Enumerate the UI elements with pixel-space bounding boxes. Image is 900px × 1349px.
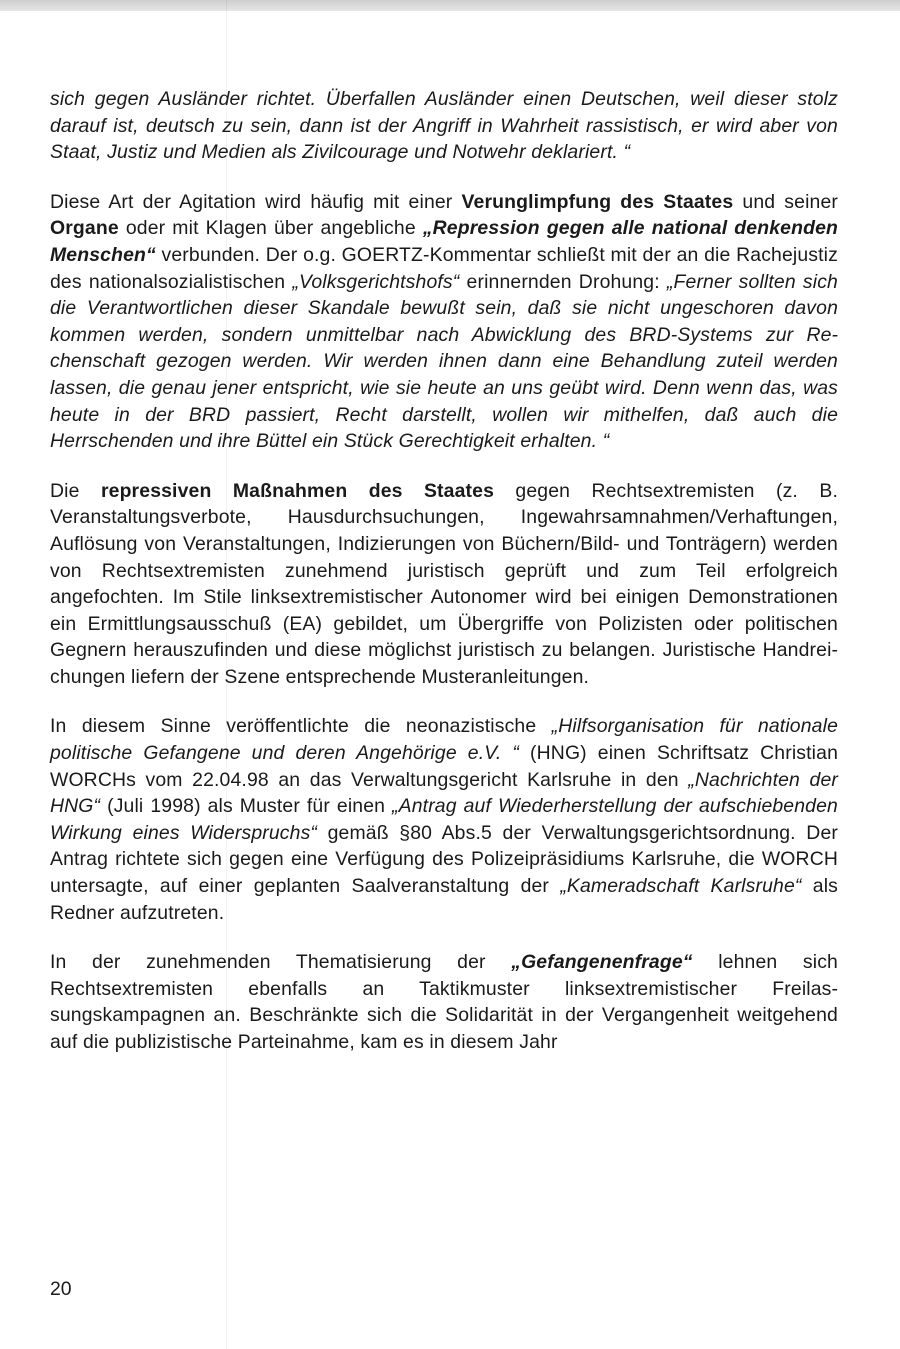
text-run: (HNG) einen Schriftsatz Christian WORCHs vom 22.04.98 an das Verwaltungsgericht Karlsruhe in den [50, 742, 839, 791]
text-run: gegen Rechtsextremisten (z. B. Veranstaltungsverbote, Hausdurchsuchungen, Ingewahrsamnahmen/Verhaftungen, Auflösung von Veranstaltungen, Indizierungen von Büchern/Bild- und Tonträgern) werden von Rechtsextremisten zunehmend juristisch geprüft und zum Teil erfolgreich angefochten. Im Stile linksextremistischer Autonomer wird bei einigen Demonstrationen ein Ermittlungsausschuß (EA) gebildet, um Übergriffe von Polizisten oder politischen Gegnern herauszufinden und diese möglichst juristisch zu belangen. Juristische Handreichungen liefern der Szene entsprechende Musteranleitungen. [50, 479, 838, 688]
text-run: (Juli 1998) als Muster für einen [100, 795, 393, 818]
text-run: In der zunehmenden Thematisierung der [50, 951, 512, 974]
paragraph-4 [50, 713, 838, 926]
bold-term: Verunglimpfung des Staates [461, 190, 734, 213]
text-run: gemäß §80 Abs.5 der Verwaltungsgerichtsordnung. Der Antrag richtete sich gegen eine Verfügung des Polizeipräsidiums Karlsruhe, die WORCH untersagte, auf einer geplanten Saalveranstaltung der [50, 821, 838, 898]
paragraph-3 [50, 478, 838, 691]
bold-term: repressiven Maßnahmen des Staates [100, 479, 495, 502]
text-run: und seiner [733, 190, 839, 213]
italic-quote: „Ferner sollten sich die Verantwortlichen dieser Skandale bewußt sein, daß sie nicht ungeschoren davon kommen werden, sondern unmittelbar nach Abwicklung des BRD-Systems zur Rechenschaft gezogen werden. Wir werden ihnen dann eine Behandlung zuteil werden lassen, die genau jener entspricht, wie sie heute an uns geübt wird. Denn wenn das, was heute in der BRD passiert, Recht darstellt, wollen wir mithelfen, daß auch die Herrschenden und ihre Büttel ein Stück Gerechtigkeit erhalten. “ [50, 270, 838, 453]
text-run: erinnernden Drohung: [459, 270, 667, 293]
text-run: Diese Art der Agitation wird häufig mit einer [50, 190, 462, 213]
bold-term: Organe [50, 217, 119, 240]
italic-quote: „Volksgerichtshofs“ [292, 270, 460, 293]
text-run: oder mit Klagen über angebliche [118, 217, 423, 240]
text-run: als Redner aufzutreten. [50, 875, 838, 924]
bold-italic-quote: „Repression gegen alle national denkenden Menschen“ [50, 217, 839, 266]
italic-quote: „Antrag auf Wiederherstellung der aufschiebenden Wirkung eines Widerspruchs“ [50, 795, 838, 844]
quote-end-text: sich gegen Ausländer richtet. Überfallen Ausländer einen Deutschen, weil dieser stolz darauf ist, deutsch zu sein, dann ist der Angriff in Wahrheit rassistisch, er wird aber von Staat, Justiz und Medien als Zivilcourage und Notwehr deklariert. “ [50, 88, 838, 164]
paragraph-1 [50, 86, 838, 166]
italic-quote: „Nachrichten der HNG“ [50, 768, 838, 818]
page-body [50, 86, 838, 1079]
page-number: 20 [50, 1278, 72, 1300]
text-run: lehnen sich Rechtsextremisten ebenfalls an Taktikmuster linksextremistischer Freilassungskampagnen an. Beschränkte sich die Solidarität in der Vergangenheit weitgehend auf die publizistische Parteinahme, kam es in diesem Jahr [50, 951, 838, 1053]
bold-italic-quote: „Gefangenenfrage“ [511, 951, 693, 974]
italic-quote: „Hilfsorganisation für nationale politische Gefangene und deren Angehörige e.V. “ [50, 715, 839, 765]
text-run: verbunden. Der o.g. GOERTZ-Kommentar schließt mit der an die Rachejustiz des nationalsozialistischen [50, 243, 838, 293]
paragraph-5 [50, 949, 838, 1055]
scan-top-edge [0, 0, 900, 11]
text-run: Die [50, 479, 101, 502]
text-run: In diesem Sinne veröffentlichte die neonazistische [50, 715, 552, 738]
italic-quote: „Kameradschaft Karlsruhe“ [560, 875, 802, 898]
paragraph-2 [50, 189, 838, 455]
